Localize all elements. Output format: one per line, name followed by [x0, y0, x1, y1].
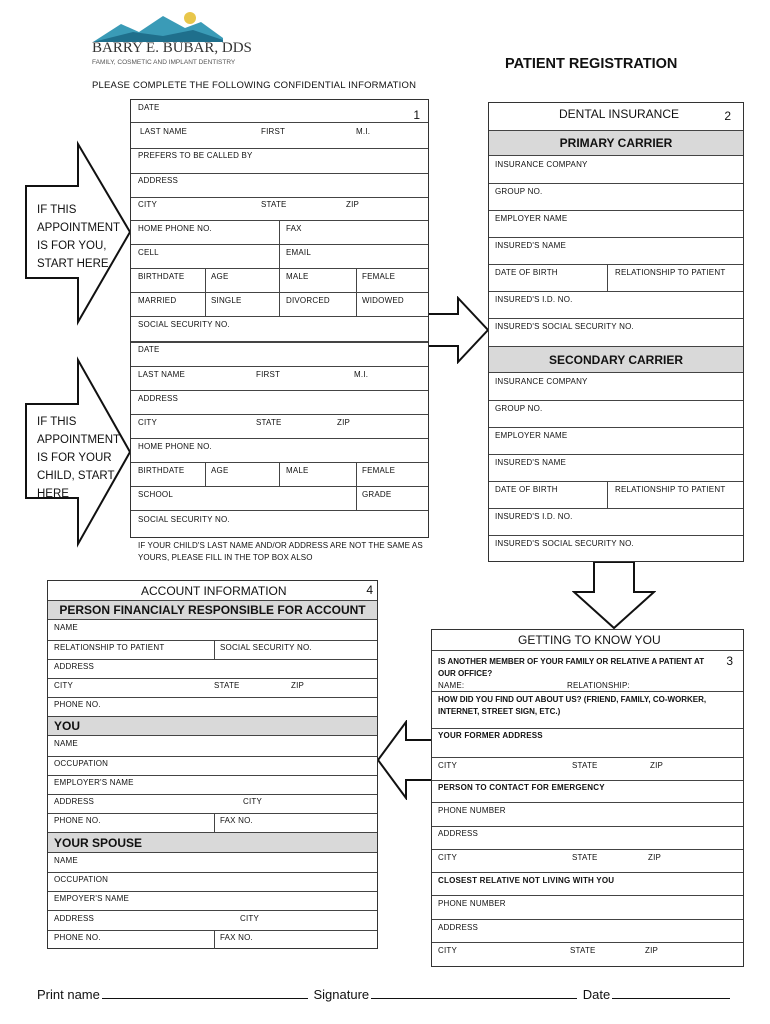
resp-ssn-field[interactable]: SOCIAL SECURITY NO. — [220, 643, 312, 652]
spouse-occupation-field[interactable]: OCCUPATION — [54, 875, 109, 884]
child-address-field[interactable]: ADDRESS — [138, 394, 179, 403]
secondary-carrier-label: SECONDARY CARRIER — [548, 352, 683, 367]
arrow-child-text: IF THIS APPOINTMENT IS FOR YOUR CHILD, START HERE — [37, 416, 120, 500]
down-arrow-icon — [572, 560, 656, 630]
ins2-insured-ssn-field[interactable]: INSURED'S SOCIAL SECURITY NO. — [495, 539, 634, 548]
responsible-heading — [48, 600, 377, 620]
insurance-title: DENTAL INSURANCE — [559, 107, 680, 121]
child-mi-field[interactable]: M.I. — [354, 370, 369, 379]
email-field[interactable]: EMAIL — [286, 248, 312, 257]
relationship-field[interactable]: RELATIONSHIP TO PATIENT — [615, 268, 726, 277]
gtky-title: GETTING TO KNOW YOU — [518, 633, 661, 647]
married-field[interactable]: MARRIED — [138, 296, 177, 305]
spouse-address-field[interactable]: ADDRESS — [54, 914, 95, 923]
group-no-field[interactable]: GROUP NO. — [495, 187, 543, 196]
insured-id-field[interactable]: INSURED'S I.D. NO. — [495, 295, 573, 304]
you-occupation-field[interactable]: OCCUPATION — [54, 759, 109, 768]
relative-address-field[interactable]: ADDRESS — [438, 923, 479, 932]
state-field[interactable]: STATE — [261, 200, 287, 209]
family-question[interactable]: IS ANOTHER MEMBER OF YOUR FAMILY OR RELATIVE A PATIENT AT OUR OFFICE? — [438, 657, 705, 678]
spouse-fax-field[interactable]: FAX NO. — [220, 933, 253, 942]
date-input[interactable] — [612, 985, 730, 999]
getting-to-know-you-section — [431, 629, 744, 967]
resp-address-field[interactable]: ADDRESS — [54, 662, 95, 671]
ssn-field[interactable]: SOCIAL SECURITY NO. — [138, 320, 230, 329]
ins2-company-field[interactable]: INSURANCE COMPANY — [495, 377, 588, 386]
signature-label: Signature — [313, 987, 370, 1002]
responsible-label: PERSON FINANCIALY RESPONSIBLE FOR ACCOUNT — [59, 603, 366, 617]
section-number: 3 — [726, 654, 733, 668]
former-state-field[interactable]: STATE — [572, 761, 598, 770]
family-name-field[interactable]: NAME: — [438, 681, 465, 690]
spouse-employer-field[interactable]: EMPOYER'S NAME — [54, 894, 130, 903]
spouse-heading — [48, 832, 377, 853]
child-last-name-field[interactable]: LAST NAME — [138, 370, 185, 379]
logo-name: BARRY E. BUBAR, DDS — [92, 40, 252, 56]
closest-relative-field[interactable]: CLOSEST RELATIVE NOT LIVING WITH YOU — [438, 876, 615, 885]
section-number: 4 — [366, 583, 373, 597]
ins2-relationship-field[interactable]: RELATIONSHIP TO PATIENT — [615, 485, 726, 494]
section-number: 2 — [724, 109, 731, 123]
print-name-input[interactable] — [102, 985, 308, 999]
address-field[interactable]: ADDRESS — [138, 176, 179, 185]
child-ssn-field[interactable]: SOCIAL SECURITY NO. — [138, 515, 230, 524]
birthdate-field[interactable]: BIRTHDATE — [138, 272, 185, 281]
insured-ssn-field[interactable]: INSURED'S SOCIAL SECURITY NO. — [495, 322, 634, 331]
child-birthdate-field[interactable]: BIRTHDATE — [138, 466, 185, 475]
child-home-phone-field[interactable]: HOME PHONE NO. — [138, 442, 212, 451]
resp-zip-field[interactable]: ZIP — [291, 681, 305, 690]
left-arrow-icon — [376, 720, 434, 800]
signature-input[interactable] — [371, 985, 577, 999]
patient-info-section — [130, 99, 429, 538]
spouse-name-field[interactable]: NAME — [54, 856, 78, 865]
you-phone-field[interactable]: PHONE NO. — [54, 816, 101, 825]
relative-phone-field[interactable]: PHONE NUMBER — [438, 899, 506, 908]
primary-carrier-label: PRIMARY CARRIER — [559, 136, 673, 150]
insured-name-field[interactable]: INSURED'S NAME — [495, 241, 567, 250]
child-date-field[interactable]: DATE — [138, 345, 160, 354]
first-name-field[interactable]: FIRST — [261, 127, 286, 136]
last-name-field[interactable]: LAST NAME — [140, 127, 187, 136]
ins2-group-field[interactable]: GROUP NO. — [495, 404, 543, 413]
spouse-label: YOUR SPOUSE — [54, 835, 143, 850]
date-label: Date — [582, 987, 611, 1002]
resp-name-field[interactable]: NAME — [54, 623, 78, 632]
secondary-carrier-heading — [489, 346, 743, 373]
male-field[interactable]: MALE — [286, 272, 309, 281]
divorced-field[interactable]: DIVORCED — [286, 296, 330, 305]
spouse-phone-field[interactable]: PHONE NO. — [54, 933, 101, 942]
family-relationship-field[interactable]: RELATIONSHIP: — [567, 681, 630, 690]
spouse-city-field[interactable]: CITY — [240, 914, 260, 923]
resp-city-field[interactable]: CITY — [54, 681, 74, 690]
print-name-label: Print name — [37, 987, 100, 1002]
date-field[interactable]: DATE — [138, 103, 160, 112]
dental-insurance-section — [488, 102, 744, 562]
logo-tagline: FAMILY, COSMETIC AND IMPLANT DENTISTRY — [92, 59, 236, 66]
cell-field[interactable]: CELL — [138, 248, 159, 257]
child-zip-field[interactable]: ZIP — [337, 418, 351, 427]
fax-field[interactable]: FAX — [286, 224, 302, 233]
you-address-field[interactable]: ADDRESS — [54, 797, 95, 806]
you-heading — [48, 716, 377, 736]
employer-field[interactable]: EMPLOYER NAME — [495, 214, 568, 223]
page-title: PATIENT REGISTRATION — [505, 56, 678, 72]
prefers-field[interactable]: PREFERS TO BE CALLED BY — [138, 151, 253, 160]
emergency-state-field[interactable]: STATE — [572, 853, 598, 862]
emergency-city-field[interactable]: CITY — [438, 853, 458, 862]
single-field[interactable]: SINGLE — [211, 296, 242, 305]
relative-zip-field[interactable]: ZIP — [645, 946, 659, 955]
emergency-zip-field[interactable]: ZIP — [648, 853, 662, 862]
emergency-address-field[interactable]: ADDRESS — [438, 829, 479, 838]
you-name-field[interactable]: NAME — [54, 739, 78, 748]
female-field[interactable]: FEMALE — [362, 272, 396, 281]
ins2-employer-field[interactable]: EMPLOYER NAME — [495, 431, 568, 440]
instructions: PLEASE COMPLETE THE FOLLOWING CONFIDENTIAL INFORMATION — [92, 80, 417, 91]
you-city-field[interactable]: CITY — [243, 797, 263, 806]
you-label: YOU — [54, 719, 81, 733]
emergency-contact-field[interactable]: PERSON TO CONTACT FOR EMERGENCY — [438, 783, 605, 792]
age-field[interactable]: AGE — [211, 272, 229, 281]
find-us-question[interactable]: HOW DID YOU FIND OUT ABOUT US? (FRIEND, FAMILY, CO-WORKER, INTERNET, STREET SIGN, ETC.) — [438, 695, 707, 716]
former-address-field[interactable]: YOUR FORMER ADDRESS — [438, 731, 543, 740]
ins2-insured-name-field[interactable]: INSURED'S NAME — [495, 458, 567, 467]
child-male-field[interactable]: MALE — [286, 466, 309, 475]
mountain-logo-icon — [93, 10, 223, 42]
child-city-field[interactable]: CITY — [138, 418, 158, 427]
logo — [88, 10, 258, 72]
resp-relationship-field[interactable]: RELATIONSHIP TO PATIENT — [54, 643, 165, 652]
dob-field[interactable]: DATE OF BIRTH — [495, 268, 558, 277]
child-state-field[interactable]: STATE — [256, 418, 282, 427]
primary-carrier-heading — [489, 130, 743, 156]
zip-field[interactable]: ZIP — [346, 200, 360, 209]
resp-state-field[interactable]: STATE — [214, 681, 240, 690]
child-age-field[interactable]: AGE — [211, 466, 229, 475]
you-fax-field[interactable]: FAX NO. — [220, 816, 253, 825]
child-grade-field[interactable]: GRADE — [362, 490, 392, 499]
you-employer-field[interactable]: EMPLOYER'S NAME — [54, 778, 134, 787]
resp-phone-field[interactable]: PHONE NO. — [54, 700, 101, 709]
widowed-field[interactable]: WIDOWED — [362, 296, 404, 305]
former-zip-field[interactable]: ZIP — [650, 761, 664, 770]
signature-line — [37, 985, 730, 1002]
child-first-field[interactable]: FIRST — [256, 370, 281, 379]
relative-state-field[interactable]: STATE — [570, 946, 596, 955]
child-female-field[interactable]: FEMALE — [362, 466, 396, 475]
ins-company-field[interactable]: INSURANCE COMPANY — [495, 160, 588, 169]
city-field[interactable]: CITY — [138, 200, 158, 209]
home-phone-field[interactable]: HOME PHONE NO. — [138, 224, 212, 233]
former-city-field[interactable]: CITY — [438, 761, 458, 770]
account-title: ACCOUNT INFORMATION — [141, 584, 287, 598]
arrow-self-text: IF THIS APPOINTMENT IS FOR YOU, START HERE — [37, 204, 120, 270]
ins2-dob-field[interactable]: DATE OF BIRTH — [495, 485, 558, 494]
relative-city-field[interactable]: CITY — [438, 946, 458, 955]
emergency-phone-field[interactable]: PHONE NUMBER — [438, 806, 506, 815]
child-school-field[interactable]: SCHOOL — [138, 490, 173, 499]
child-note: IF YOUR CHILD'S LAST NAME AND/OR ADDRESS ARE NOT THE SAME AS YOURS, PLEASE FILL IN THE TOP BOX ALSO — [138, 541, 423, 562]
section-number: 1 — [413, 108, 420, 122]
account-information-section — [47, 580, 378, 949]
mi-field[interactable]: M.I. — [356, 127, 371, 136]
ins2-insured-id-field[interactable]: INSURED'S I.D. NO. — [495, 512, 573, 521]
right-arrow-icon — [426, 296, 490, 364]
